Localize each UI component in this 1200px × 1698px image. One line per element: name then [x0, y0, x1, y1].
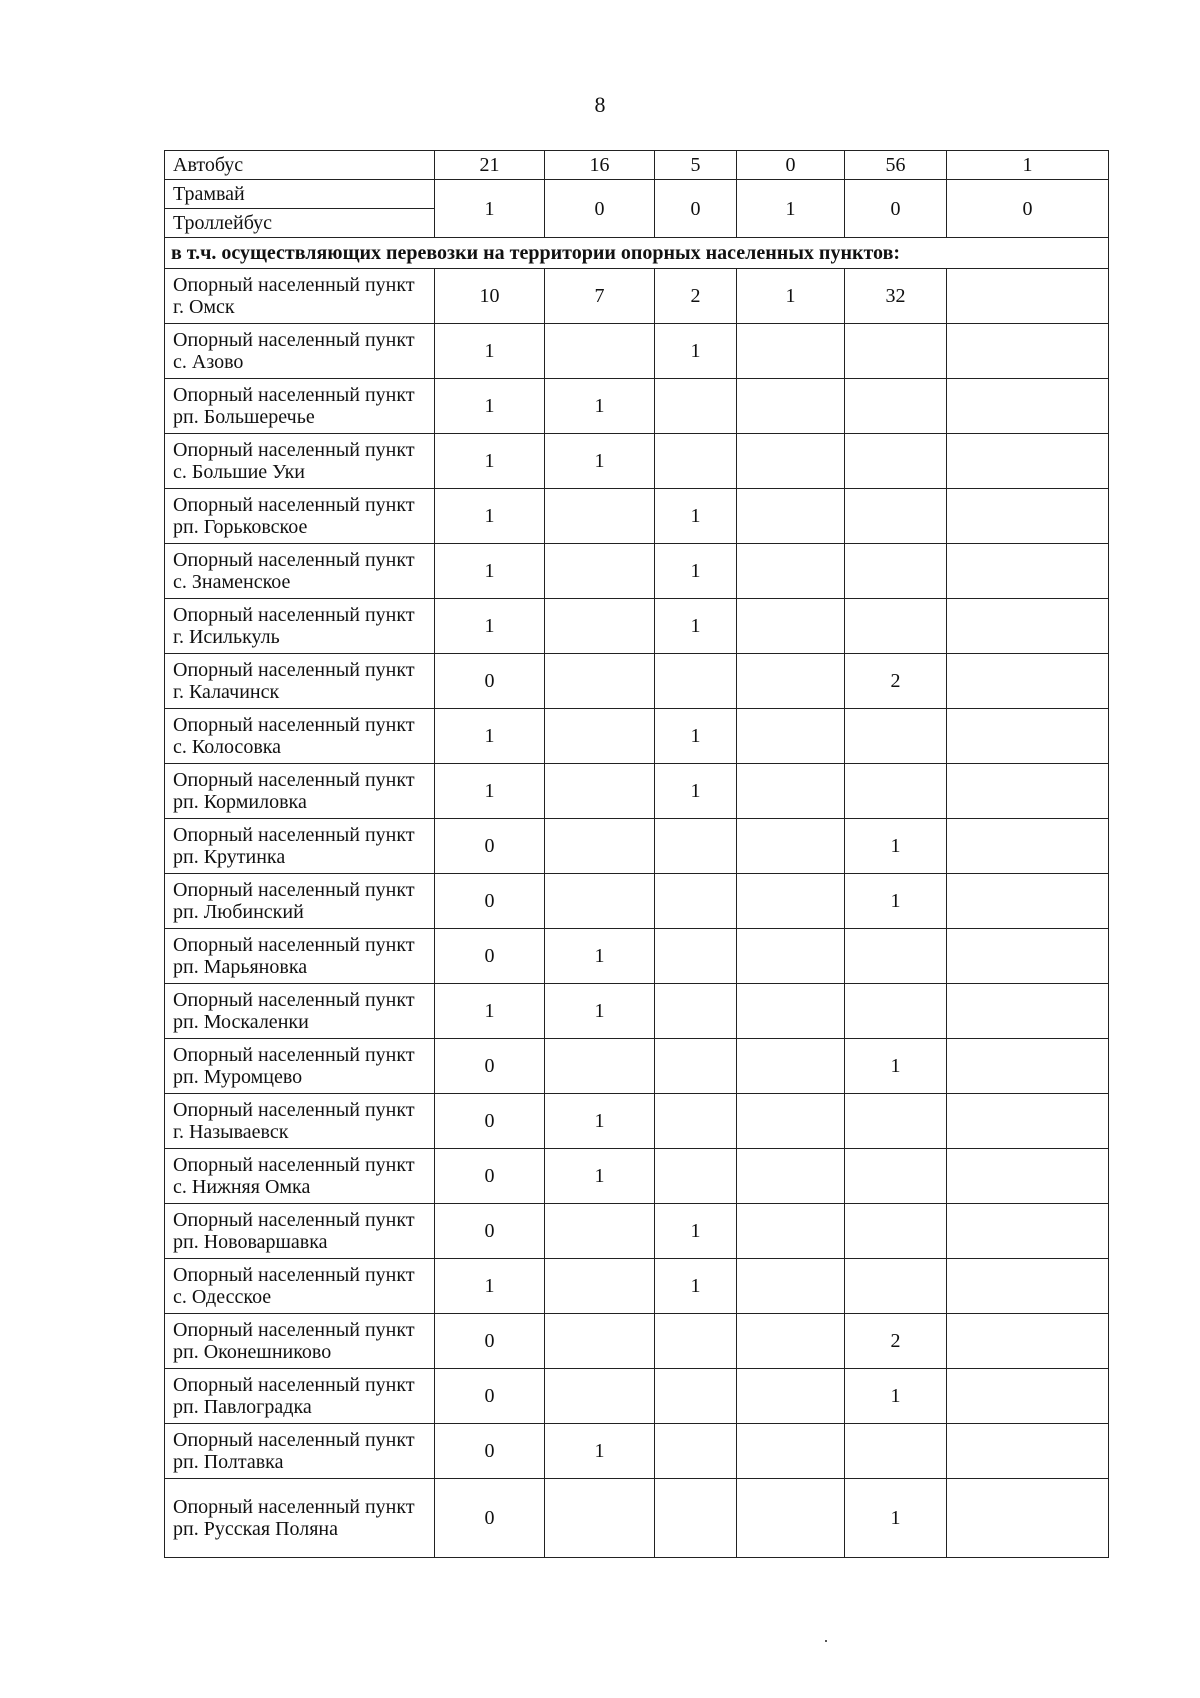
table-cell [737, 489, 845, 544]
table-cell [737, 1094, 845, 1149]
table-cell [845, 489, 947, 544]
table-cell [845, 324, 947, 379]
table-cell: 0 [435, 654, 545, 709]
table-cell [545, 324, 655, 379]
table-row [165, 434, 1109, 489]
transport-table [164, 150, 1109, 1558]
table-cell [845, 1424, 947, 1479]
row-label: Опорный населенный пункт рп. Кормиловка [165, 764, 435, 819]
table-cell [947, 654, 1109, 709]
table-cell: 1 [545, 984, 655, 1039]
table-cell: 21 [435, 151, 545, 180]
table-cell: 16 [545, 151, 655, 180]
table-row [165, 764, 1109, 819]
table-cell: 1 [845, 1479, 947, 1558]
table-cell [655, 984, 737, 1039]
table-row [165, 1314, 1109, 1369]
table-row [165, 1149, 1109, 1204]
table-cell [545, 1039, 655, 1094]
table-cell [947, 819, 1109, 874]
table-cell: 1 [655, 324, 737, 379]
table-cell [737, 874, 845, 929]
table-cell: 2 [845, 654, 947, 709]
table-cell [737, 599, 845, 654]
table-cell [655, 1039, 737, 1094]
row-label: Опорный населенный пункт рп. Марьяновка [165, 929, 435, 984]
table-cell [947, 1259, 1109, 1314]
table-cell: 1 [655, 764, 737, 819]
table-cell [845, 984, 947, 1039]
table-cell: 1 [545, 1424, 655, 1479]
table-cell [737, 654, 845, 709]
table-cell [947, 324, 1109, 379]
table-cell [655, 874, 737, 929]
table-cell [737, 1314, 845, 1369]
table-cell [545, 1259, 655, 1314]
page-number: 8 [594, 92, 606, 117]
table-cell: 0 [845, 180, 947, 238]
table-row [165, 544, 1109, 599]
table-cell: 0 [435, 874, 545, 929]
table-cell: 1 [435, 180, 545, 238]
table-cell: 1 [655, 709, 737, 764]
row-label: Опорный населенный пункт рп. Муромцево [165, 1039, 435, 1094]
table-row [165, 929, 1109, 984]
table-cell: 0 [435, 1424, 545, 1479]
row-label: Опорный населенный пункт рп. Крутинка [165, 819, 435, 874]
table-cell [947, 379, 1109, 434]
table-cell: 1 [737, 180, 845, 238]
table-cell: 0 [435, 1479, 545, 1558]
table-cell [737, 434, 845, 489]
table-cell: 1 [737, 269, 845, 324]
table-cell: 0 [737, 151, 845, 180]
table-cell [545, 544, 655, 599]
table-cell [655, 379, 737, 434]
row-label: Троллейбус [165, 209, 435, 238]
table-cell [845, 764, 947, 819]
table-cell: 1 [655, 1259, 737, 1314]
table-row [165, 599, 1109, 654]
table-cell [737, 324, 845, 379]
table-cell [737, 929, 845, 984]
table-cell [737, 379, 845, 434]
table-cell [737, 1259, 845, 1314]
table-row [165, 1259, 1109, 1314]
table-cell [737, 1424, 845, 1479]
table-cell [845, 544, 947, 599]
row-label: Трамвай [165, 180, 435, 209]
table-row [165, 324, 1109, 379]
row-label: Опорный населенный пункт рп. Горьковское [165, 489, 435, 544]
table-cell: 1 [845, 819, 947, 874]
table-row [165, 654, 1109, 709]
table-cell: 1 [545, 1094, 655, 1149]
table-cell: 1 [655, 489, 737, 544]
table-cell [545, 654, 655, 709]
table-cell: 0 [435, 1204, 545, 1259]
table-row [165, 874, 1109, 929]
table-cell [947, 1094, 1109, 1149]
table-cell [545, 1204, 655, 1259]
table-cell: 1 [435, 324, 545, 379]
table-row [165, 819, 1109, 874]
scan-speck [825, 1640, 827, 1642]
table-cell [655, 819, 737, 874]
table-cell [845, 1259, 947, 1314]
table-cell: 1 [435, 709, 545, 764]
table-cell [947, 489, 1109, 544]
row-label: Опорный населенный пункт рп. Русская Поляна [165, 1479, 435, 1558]
row-label: Опорный населенный пункт рп. Большеречье [165, 379, 435, 434]
table-cell [545, 1479, 655, 1558]
table-cell [737, 1039, 845, 1094]
row-label: Опорный населенный пункт рп. Нововаршавка [165, 1204, 435, 1259]
table-cell [947, 434, 1109, 489]
table-row [165, 1094, 1109, 1149]
table-cell [947, 1149, 1109, 1204]
table-cell: 0 [655, 180, 737, 238]
table-cell [947, 269, 1109, 324]
row-label: Опорный населенный пункт рп. Москаленки [165, 984, 435, 1039]
table-cell: 1 [655, 1204, 737, 1259]
table-cell [845, 434, 947, 489]
table-cell [655, 929, 737, 984]
row-label: Опорный населенный пункт г. Омск [165, 269, 435, 324]
table-cell [545, 874, 655, 929]
row-label: Опорный населенный пункт с. Большие Уки [165, 434, 435, 489]
table-cell [845, 929, 947, 984]
table-cell [655, 1424, 737, 1479]
table-cell: 1 [655, 544, 737, 599]
table-cell [545, 1314, 655, 1369]
table-cell: 1 [435, 599, 545, 654]
table-row-bus [165, 151, 1109, 180]
table-row [165, 1204, 1109, 1259]
section-title: в т.ч. осуществляющих перевозки на территории опорных населенных пунктов: [165, 238, 1109, 269]
table-cell: 1 [947, 151, 1109, 180]
table-cell [737, 764, 845, 819]
table-cell: 1 [545, 434, 655, 489]
table-cell: 0 [435, 1369, 545, 1424]
table-cell [845, 1094, 947, 1149]
row-label: Опорный населенный пункт рп. Павлоградка [165, 1369, 435, 1424]
table-cell [737, 1479, 845, 1558]
table-cell: 1 [435, 434, 545, 489]
row-label: Опорный населенный пункт рп. Любинский [165, 874, 435, 929]
table-cell [545, 819, 655, 874]
table-cell [947, 709, 1109, 764]
table-cell [947, 984, 1109, 1039]
table-cell [545, 489, 655, 544]
row-label: Опорный населенный пункт г. Исилькуль [165, 599, 435, 654]
table-cell: 0 [435, 929, 545, 984]
row-label: Опорный населенный пункт рп. Полтавка [165, 1424, 435, 1479]
row-label: Опорный населенный пункт с. Нижняя Омка [165, 1149, 435, 1204]
table-cell [947, 1369, 1109, 1424]
table-row [165, 1424, 1109, 1479]
table-cell: 1 [655, 599, 737, 654]
table-cell: 0 [435, 1314, 545, 1369]
table-cell: 0 [545, 180, 655, 238]
section-row [165, 238, 1109, 269]
table-row [165, 1039, 1109, 1094]
table-row [165, 1369, 1109, 1424]
table-cell: 0 [435, 1094, 545, 1149]
table-cell: 1 [545, 929, 655, 984]
table-cell: 56 [845, 151, 947, 180]
table-cell [545, 599, 655, 654]
table-cell: 1 [435, 984, 545, 1039]
table-cell [737, 819, 845, 874]
table-cell [845, 709, 947, 764]
table-cell: 0 [435, 819, 545, 874]
table-row [165, 1479, 1109, 1558]
table-cell [947, 874, 1109, 929]
table-cell: 0 [435, 1039, 545, 1094]
table-cell [655, 1149, 737, 1204]
row-label: Автобус [165, 151, 435, 180]
table-cell [545, 1369, 655, 1424]
row-label: Опорный населенный пункт г. Называевск [165, 1094, 435, 1149]
table-cell [545, 709, 655, 764]
table-cell: 1 [435, 1259, 545, 1314]
table-cell [947, 1479, 1109, 1558]
table-cell [737, 1149, 845, 1204]
table-cell: 1 [435, 544, 545, 599]
table-cell: 1 [845, 874, 947, 929]
table-cell [947, 1424, 1109, 1479]
table-cell: 2 [845, 1314, 947, 1369]
table-row [165, 269, 1109, 324]
table-cell: 1 [545, 379, 655, 434]
table-cell [545, 764, 655, 819]
table-cell: 5 [655, 151, 737, 180]
table-row [165, 709, 1109, 764]
table-cell [737, 1204, 845, 1259]
table-cell [737, 544, 845, 599]
table-cell [737, 1369, 845, 1424]
table-cell: 1 [435, 764, 545, 819]
table-cell [845, 379, 947, 434]
table-cell [947, 1039, 1109, 1094]
table-cell [737, 984, 845, 1039]
table-cell [655, 654, 737, 709]
table-row [165, 489, 1109, 544]
row-label: Опорный населенный пункт с. Азово [165, 324, 435, 379]
table-cell: 1 [545, 1149, 655, 1204]
table-cell [947, 544, 1109, 599]
row-label: Опорный населенный пункт с. Одесское [165, 1259, 435, 1314]
table-cell: 1 [845, 1369, 947, 1424]
table-cell [845, 1149, 947, 1204]
table-cell: 1 [845, 1039, 947, 1094]
table-row [165, 379, 1109, 434]
table-cell: 1 [435, 489, 545, 544]
table-cell [655, 1094, 737, 1149]
table-cell [655, 1314, 737, 1369]
table-cell [655, 1369, 737, 1424]
table-cell [947, 1204, 1109, 1259]
table-row [165, 984, 1109, 1039]
table-row-tram [165, 180, 1109, 209]
row-label: Опорный населенный пункт с. Знаменское [165, 544, 435, 599]
table-cell: 1 [435, 379, 545, 434]
table-cell [737, 709, 845, 764]
row-label: Опорный населенный пункт г. Калачинск [165, 654, 435, 709]
table-cell [845, 1204, 947, 1259]
table-cell: 32 [845, 269, 947, 324]
table-cell [947, 929, 1109, 984]
table-cell [947, 1314, 1109, 1369]
table-cell [947, 599, 1109, 654]
table-cell [845, 599, 947, 654]
table-cell: 7 [545, 269, 655, 324]
table-cell: 0 [947, 180, 1109, 238]
table-cell [947, 764, 1109, 819]
row-label: Опорный населенный пункт рп. Оконешниково [165, 1314, 435, 1369]
table-cell [655, 1479, 737, 1558]
row-label: Опорный населенный пункт с. Колосовка [165, 709, 435, 764]
table-cell: 10 [435, 269, 545, 324]
table-cell: 2 [655, 269, 737, 324]
table-cell: 0 [435, 1149, 545, 1204]
table-cell [655, 434, 737, 489]
